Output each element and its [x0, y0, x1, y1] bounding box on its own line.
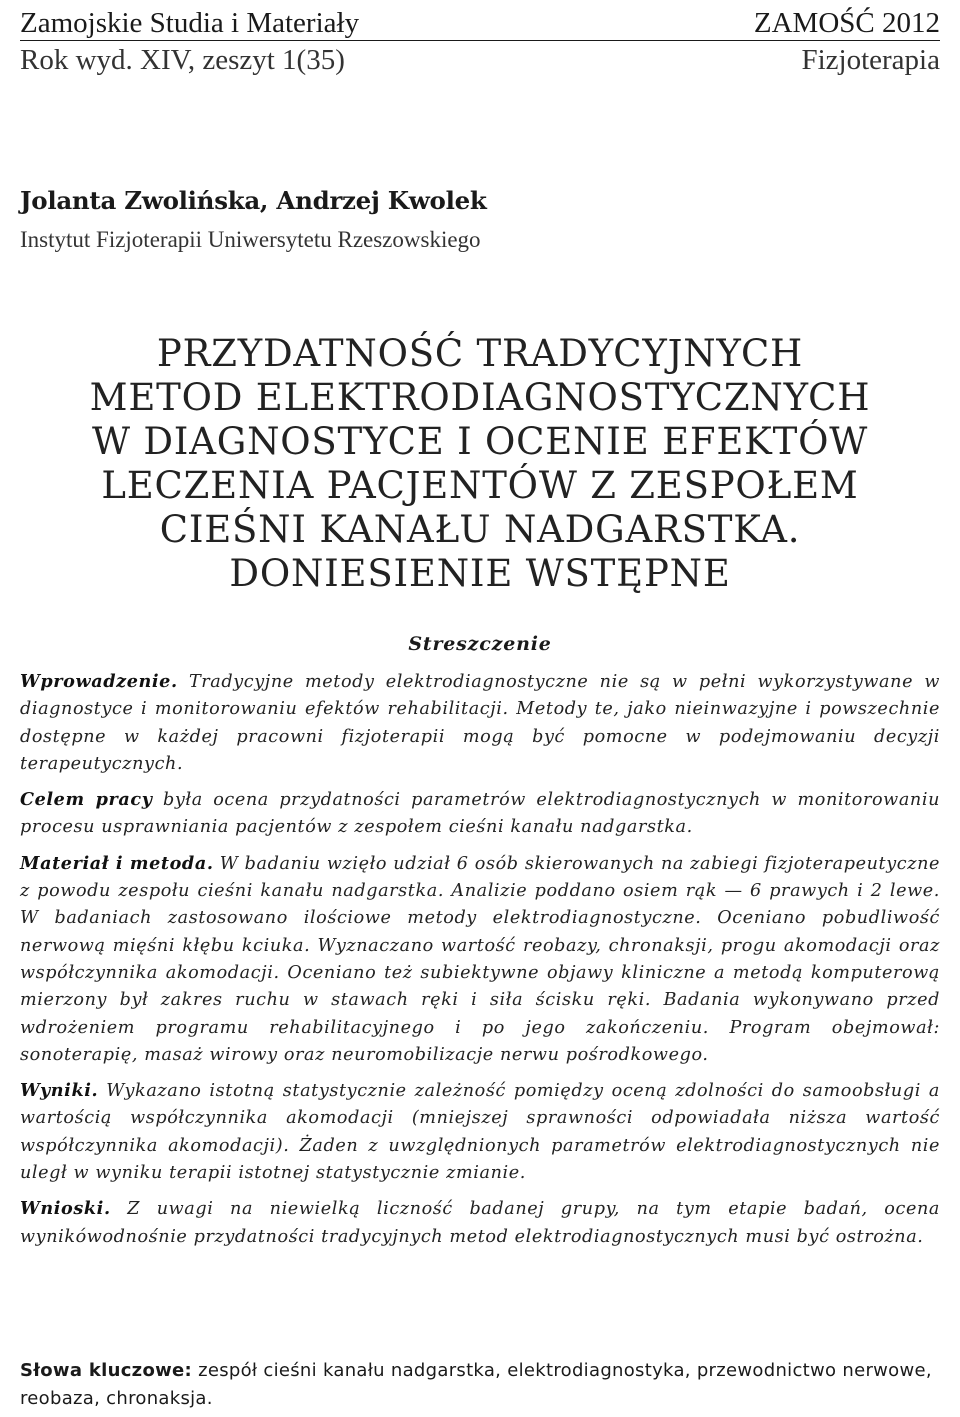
results-text: Wykazano istotną statystycznie zależność pomiędzy oceną zdolności do samoobsługi a wartością współczynnika akomodacji (mniejszej sprawności odpowiadała niższa wartość współczynnika akomodacji). Żaden z uwzględnionych parametrów elektrodiagnostycznych nie uległ w wyniku terapii istotnej statystycznie zmianie. — [20, 1081, 940, 1184]
paper-title — [20, 332, 940, 596]
place-year: ZAMOŚĆ 2012 — [753, 7, 940, 39]
keywords — [20, 1357, 940, 1413]
title-line: CIEŚNI KANAŁU NADGARSTKA. — [159, 508, 801, 551]
section-name: Fizjoterapia — [801, 44, 940, 76]
keywords-label: Słowa kluczowe: — [20, 1360, 193, 1381]
title-line: DONIESIENIE WSTĘPNE — [229, 552, 731, 595]
volume-info: Rok wyd. XIV, zeszyt 1(35) — [20, 44, 345, 76]
conclusions-text: Z uwagi na niewielką liczność badanej grupy, na tym etapie badań, ocena wynikówodnośnie przydatności tradycyjnych metod elektrodiagnostycznych musi być ostrożna. — [20, 1199, 940, 1247]
title-line: LECZENIA PACJENTÓW Z ZESPOŁEM — [101, 464, 859, 507]
conclusions-label: Wnioski. — [20, 1198, 111, 1220]
authors: Jolanta Zwolińska, Andrzej Kwolek — [20, 186, 487, 215]
header-rule — [20, 40, 940, 41]
results-label: Wyniki. — [20, 1080, 99, 1102]
methods-label: Materiał i metoda. — [20, 852, 214, 874]
introduction-text: Tradycyjne metody elektrodiagnostyczne nie są w pełni wykorzystywane w diagnostyce i monitorowaniu efektów rehabilitacji. Metody te, jako nieinwazyjne i powszechnie dostępne w każdej pracowni fizjoterapii mogą być pomocne w podejmowaniu decyzji terapeutycznych. — [20, 672, 940, 774]
abstract-heading: Streszczenie — [408, 633, 552, 655]
title-line: PRZYDATNOŚĆ TRADYCYJNYCH — [156, 332, 804, 375]
abstract-body — [20, 668, 940, 1259]
abstract-introduction — [20, 668, 940, 778]
aim-label: Celem pracy — [20, 789, 153, 811]
abstract-aim — [20, 786, 940, 842]
affiliation: Instytut Fizjoterapii Uniwersytetu Rzeszowskiego — [20, 227, 481, 252]
abstract-methods — [20, 850, 940, 1069]
keywords-text: zespół cieśni kanału nadgarstka, elektrodiagnostyka, przewodnictwo nerwowe, reobaza, chronaksja. — [20, 1360, 932, 1409]
abstract-results — [20, 1077, 940, 1187]
journal-name: Zamojskie Studia i Materiały — [20, 7, 360, 39]
title-line: METOD ELEKTRODIAGNOSTYCZNYCH — [89, 376, 871, 419]
abstract-conclusions — [20, 1195, 940, 1251]
title-line: W DIAGNOSTYCE I OCENIE EFEKTÓW — [91, 420, 869, 463]
aim-text: była ocena przydatności parametrów elektrodiagnostycznych w monitorowaniu procesu usprawniania pacjentów z zespołem cieśni kanału nadgarstka. — [20, 790, 940, 838]
introduction-label: Wprowadzenie. — [20, 671, 178, 692]
methods-text: W badaniu wzięło udział 6 osób skierowanych na zabiegi fizjoterapeutyczne z powodu zespołu cieśni kanału nadgarstka. Analizie poddano osiem rąk — 6 prawych i 2 lewe. W badaniach zastosowano ilościowe metody elektrodiagnostyczne. Oceniano pobudliwość nerwową mięśni kłębu kciuka. Wyznaczano wartość reobazy, chronaksji, progu akomodacji oraz współczynnika akomodacji. Oceniano też subiektywne objawy kliniczne a metodą komputerową mierzony był zakres ruchu w stawach ręki i siła ścisku ręki. Badania wykonywano przed wdrożeniem programu rehabilitacyjnego i po jego zakończeniu. Program obejmował: sonoterapię, masaż wirowy oraz neuromobilizacje nerwu pośrodkowego. — [20, 853, 941, 1065]
